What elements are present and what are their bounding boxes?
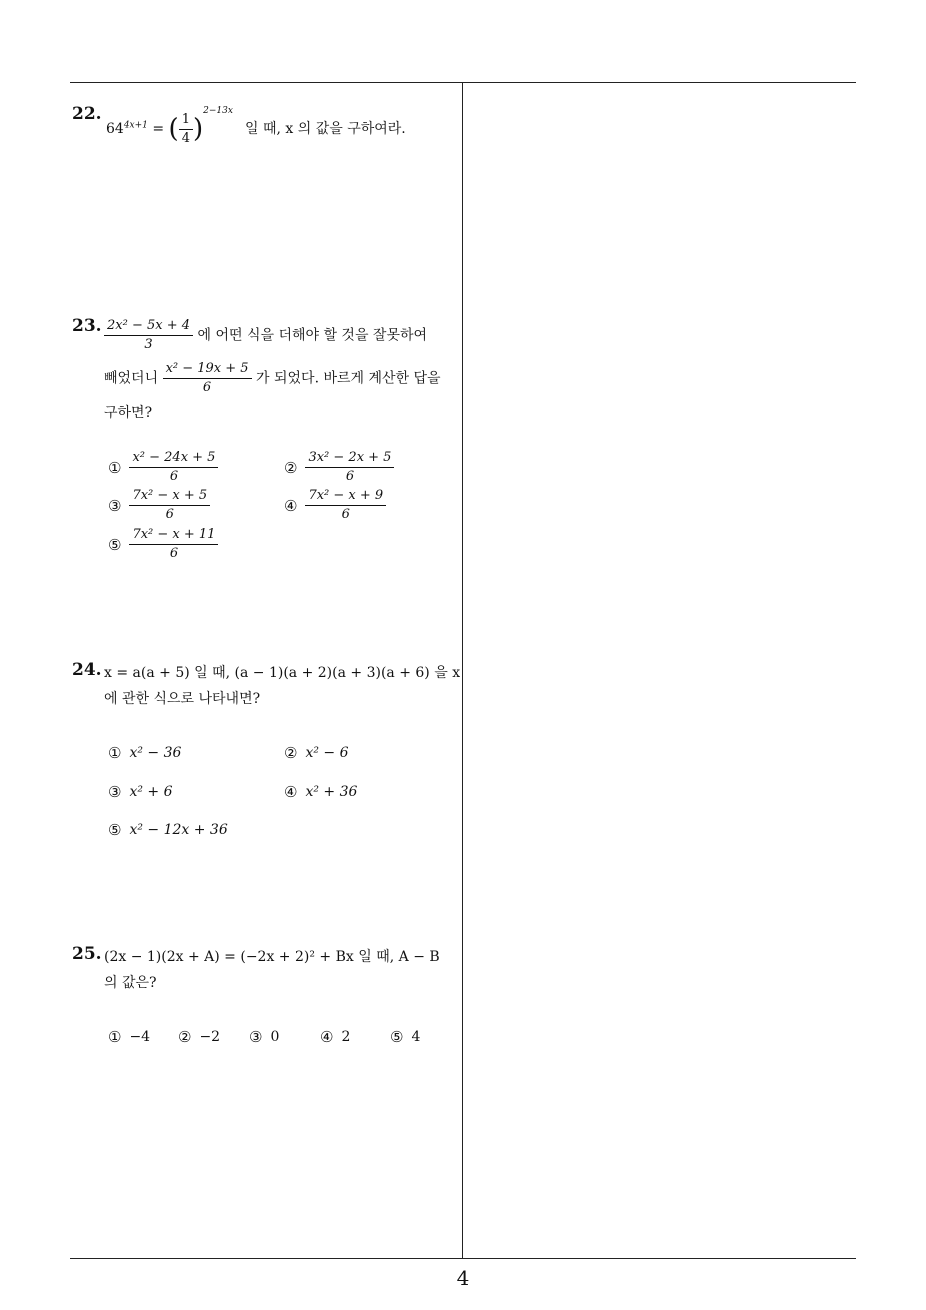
q25-number: 25. — [72, 944, 102, 964]
q23-choice-2[interactable]: ② $\frac{\text{3x² − 2x + 5}}{6}$ — [284, 450, 394, 485]
q24-choice-2[interactable]: ② x² − 6 — [284, 744, 349, 762]
q24-number: 24. — [72, 660, 102, 680]
q22-fraction: $\frac{1}{4}$ — [179, 112, 193, 147]
q22-paren-close: ) — [192, 114, 204, 144]
q23-frac1: $\frac{\text{2x² − 5x + 4}}{3}$ — [104, 318, 193, 353]
q23-number: 23. — [72, 316, 102, 336]
q24-choice-5[interactable]: ⑤ x² − 12x + 36 — [108, 821, 228, 839]
q22-exponent: 2−13x — [203, 106, 233, 116]
q22-text: 일 때, x 의 값을 구하여라. — [245, 121, 406, 137]
page-number: 4 — [456, 1266, 470, 1290]
q25-line1: (2x − 1)(2x + A) = (−2x + 2)² + Bx 일 때, A − B — [104, 949, 440, 965]
q24-choice-1[interactable]: ① x² − 36 — [108, 744, 182, 762]
column-divider — [462, 82, 463, 1258]
q23-choice-1[interactable]: ① $\frac{\text{x² − 24x + 5}}{6}$ — [108, 450, 218, 485]
q24-line2: 에 관한 식으로 나타내면? — [104, 691, 261, 707]
q25-choice-5[interactable]: ⑤ 4 — [390, 1028, 421, 1046]
q23-line1 — [104, 318, 427, 353]
q23-line2-post: 가 되었다. 바르게 계산한 답을 — [256, 370, 441, 387]
q22-paren-open: ( — [168, 114, 179, 144]
q25-choice-3[interactable]: ③ 0 — [249, 1028, 280, 1046]
q25-choice-1[interactable]: ① −4 — [108, 1028, 151, 1046]
q24-line1: x = a(a + 5) 일 때, (a − 1)(a + 2)(a + 3)(a + 6) 을 x — [104, 665, 461, 681]
q23-line1-text: 에 어떤 식을 더해야 할 것을 잘못하여 — [197, 327, 428, 344]
q23-choice-3[interactable]: ③ $\frac{\text{7x² − x + 5}}{6}$ — [108, 488, 210, 523]
q23-line2-pre: 빼었더니 — [104, 370, 159, 387]
q23-frac2: $\frac{\text{x² − 19x + 5}}{6}$ — [163, 361, 252, 396]
q22-number: 22. — [72, 104, 102, 124]
q25-choice-2[interactable]: ② −2 — [178, 1028, 221, 1046]
q22-equation — [106, 106, 233, 147]
q24-choice-3[interactable]: ③ x² + 6 — [108, 783, 173, 801]
q22-equation-lhs: $64^{4x+1}$ = — [106, 120, 169, 137]
bottom-rule — [70, 1258, 856, 1259]
q25-line2: 의 값은? — [104, 975, 157, 991]
q23-choice-4[interactable]: ④ $\frac{\text{7x² − x + 9}}{6}$ — [284, 488, 386, 523]
q23-choice-5[interactable]: ⑤ $\frac{\text{7x² − x + 11}}{6}$ — [108, 527, 218, 562]
q25-choice-4[interactable]: ④ 2 — [320, 1028, 351, 1046]
q23-line2 — [104, 361, 441, 396]
top-rule — [70, 82, 856, 83]
q24-choice-4[interactable]: ④ x² + 36 — [284, 783, 358, 801]
q23-line3: 구하면? — [104, 405, 153, 421]
